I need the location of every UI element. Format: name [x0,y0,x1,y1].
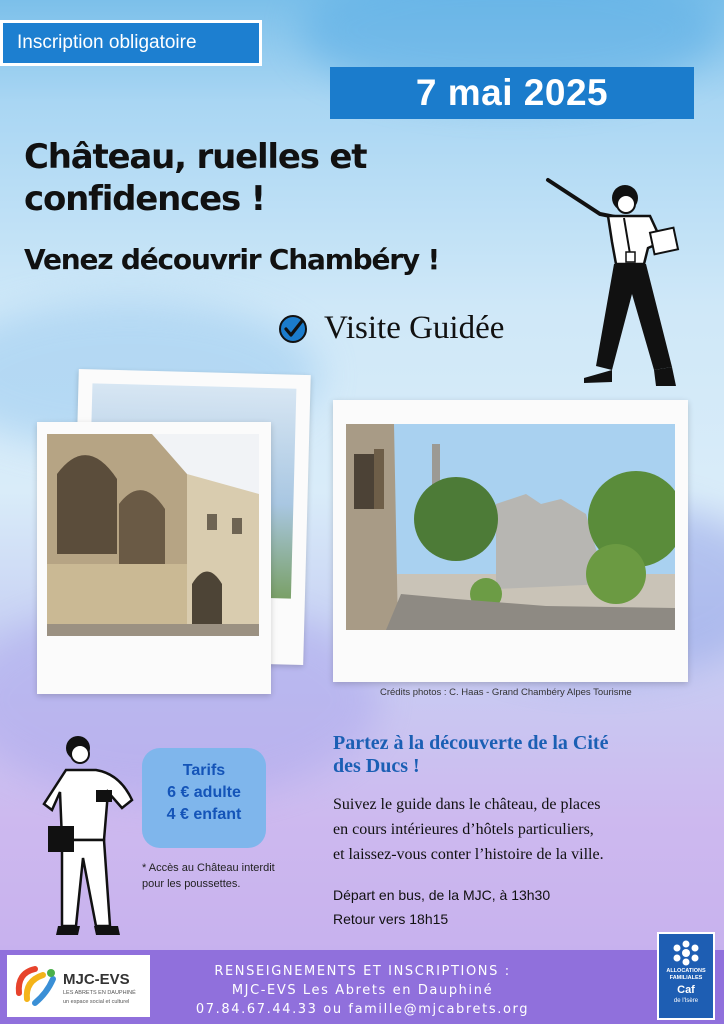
description-text [333,792,713,867]
logo-tagline: un espace social et culturel [63,999,130,1005]
description-heading [333,732,703,778]
mjc-logo-mark [13,963,59,1009]
caf-line: ALLOCATIONS [666,968,706,974]
price-child: 4 € enfant [166,806,242,823]
caf-logo [657,932,715,1020]
caf-emblem-icon [671,940,701,966]
photo-frame-castle-courtyard [37,422,271,694]
photo-credit: Crédits photos : C. Haas - Grand Chambéry Alpes Tourisme [380,687,632,698]
title-line: Château, ruelles et [24,137,367,177]
description-heading-line: Partez à la découverte de la Cité [333,732,609,754]
departure-time: Départ en bus, de la MJC, à 13h30 [333,887,551,903]
photographer-illustration [38,730,148,940]
page-title [24,136,464,220]
tour-guide-illustration [540,172,700,392]
price-adult: 6 € adulte [167,784,241,801]
description-line: et laissez-vous conter l’histoire de la ville. [333,846,604,863]
logo-name: MJC-EVS [63,971,130,988]
registration-required-badge: Inscription obligatoire [0,20,262,66]
price-title: Tarifs [182,762,226,779]
return-time: Retour vers 18h15 [333,911,449,927]
access-note-line: pour les poussettes. [142,878,241,890]
page-subtitle: Venez découvrir Chambéry ! [24,243,440,276]
access-note [142,860,302,892]
photo-frame-chambery-castle [333,400,688,682]
contact-info [165,962,560,1019]
castle-courtyard-photo [47,434,259,636]
contact-phone-email: 07.84.67.44.33 ou famille@mjcabrets.org [195,1002,530,1017]
logo-subtitle: LES ABRETS EN DAUPHINÉ [63,990,136,996]
mjc-evs-logo [7,955,150,1017]
schedule [333,883,550,931]
guided-visit-label [278,310,504,347]
description-heading-line: des Ducs ! [333,755,420,777]
caf-brand: Caf [677,984,695,996]
guided-visit-text: Visite Guidée [324,310,505,346]
event-date-banner: 7 mai 2025 [330,67,694,119]
chambery-castle-photo [346,424,675,630]
caf-line: FAMILIALES [669,975,703,981]
price-box [142,748,266,848]
description-line: en cours intérieures d’hôtels particuliers, [333,821,594,838]
check-circle-icon [278,314,308,344]
contact-heading: RENSEIGNEMENTS ET INSCRIPTIONS : [214,964,511,979]
access-note-line: * Accès au Château interdit [142,862,275,874]
description-line: Suivez le guide dans le château, de places [333,796,601,813]
contact-organization: MJC-EVS Les Abrets en Dauphiné [231,983,494,998]
caf-region: de l'Isère [673,998,699,1004]
title-line: confidences ! [24,179,265,219]
